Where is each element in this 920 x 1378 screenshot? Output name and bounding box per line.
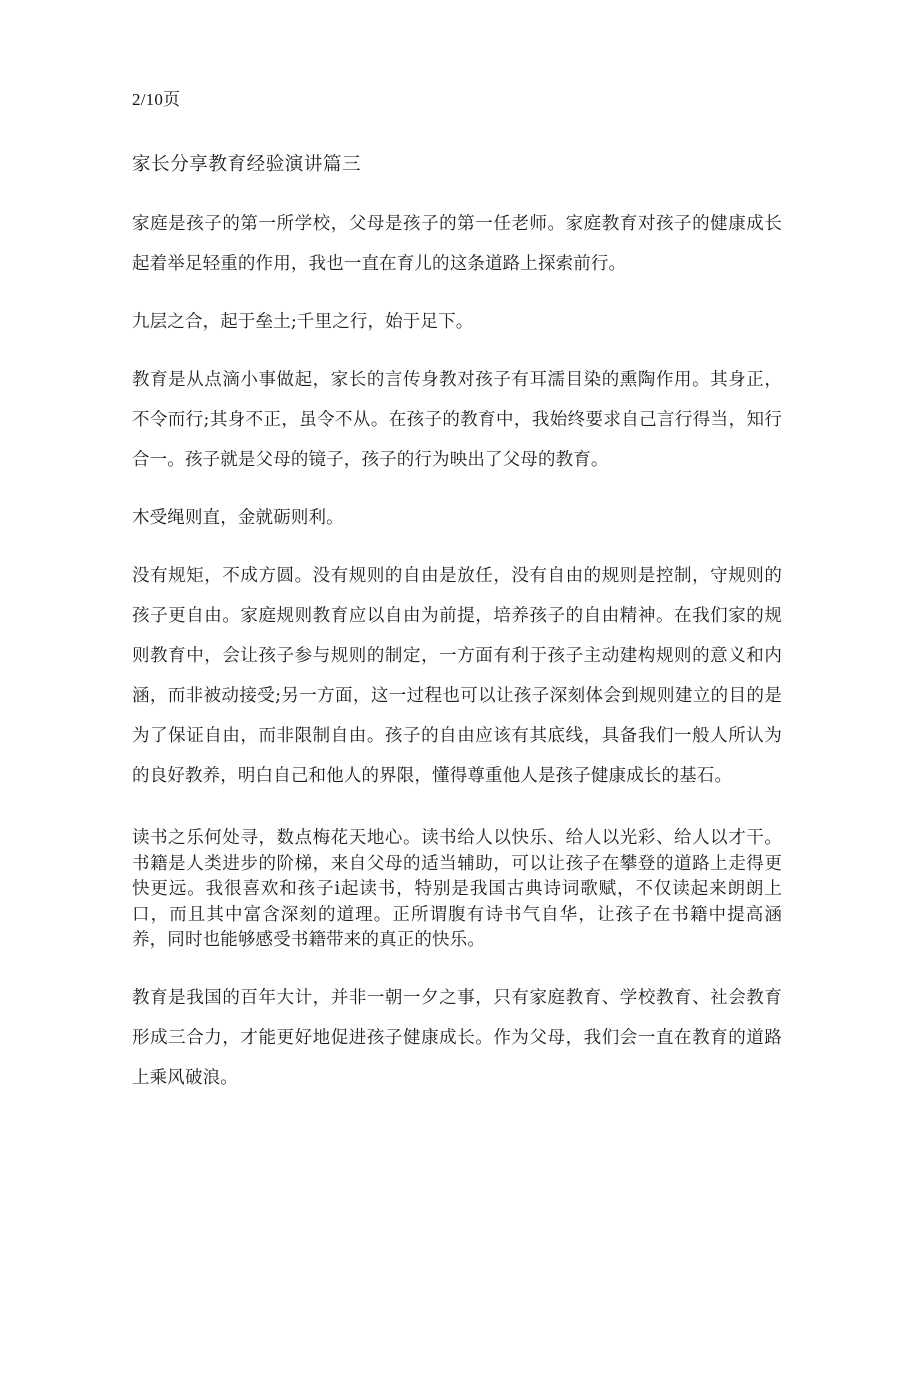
paragraph-gap-3 bbox=[132, 480, 782, 498]
page-bottom-whitespace bbox=[132, 1098, 782, 1378]
body-paragraph-6-reading: 读书之乐何处寻，数点梅花天地心。读书给人以快乐、给人以光彩、给人以才干。书籍是人类进步的阶梯，来自父母的适当辅助，可以让孩子在攀登的道路上走得更快更远。我很喜欢和孩子i起读书，特别是我国古典诗词歌赋，不仅读起来朗朗上口，而且其中富含深刻的道理。正所谓腹有诗书气自华，让孩子在书籍中提高涵养，同时也能够感受书籍带来的真正的快乐。 bbox=[132, 828, 782, 950]
page-title: 家长分享教育经验演讲篇三 bbox=[132, 154, 362, 175]
paragraph-gap-2 bbox=[132, 342, 782, 360]
paragraph-gap-4 bbox=[132, 538, 782, 556]
title-body-gap bbox=[132, 180, 782, 204]
paragraph-gap-5 bbox=[132, 796, 782, 826]
body-paragraph-3: 教育是从点滴小事做起，家长的言传身教对孩子有耳濡目染的熏陶作用。其身正，不令而行;其身不正，虽令不从。在孩子的教育中，我始终要求自己言行得当，知行合一。孩子就是父母的镜子，孩子的行为映出了父母的教育。 bbox=[132, 370, 782, 470]
page-number-marker: 2/10页 bbox=[132, 90, 181, 109]
body-paragraph-5-rules: 没有规矩，不成方圆。没有规则的自由是放任，没有自由的规则是控制，守规则的孩子更自由。家庭规则教育应以自由为前提，培养孩子的自由精神。在我们家的规则教育中，会让孩子参与规则的制定，一方面有利于孩子主动建构规则的意义和内涵，而非被动接受;另一方面，这一过程也可以让孩子深刻体会到规则建立的目的是为了保证自由，而非限制自由。孩子的自由应该有其底线，具备我们一般人所认为的良好教养，明白自己和他人的界限，懂得尊重他人是孩子健康成长的基石。 bbox=[132, 566, 782, 786]
paragraph-gap-1 bbox=[132, 284, 782, 302]
document-content bbox=[132, 88, 782, 1378]
body-paragraph-7-conclusion: 教育是我国的百年大计，并非一朝一夕之事，只有家庭教育、学校教育、社会教育形成三合力，才能更好地促进孩子健康成长。作为父母，我们会一直在教育的道路上乘风破浪。 bbox=[132, 987, 782, 1088]
body-paragraph-1: 家庭是孩子的第一所学校，父母是孩子的第一任老师。家庭教育对孩子的健康成长起着举足轻重的作用，我也一直在育儿的这条道路上探索前行。 bbox=[132, 214, 782, 274]
body-paragraph-2-quote-jiuceng: 九层之合，起于垒土;千里之行，始于足下。 bbox=[132, 312, 474, 332]
body-paragraph-4-quote-mushou: 木受绳则直，金就砺则利。 bbox=[132, 508, 344, 528]
paragraph-gap-6 bbox=[132, 954, 782, 978]
